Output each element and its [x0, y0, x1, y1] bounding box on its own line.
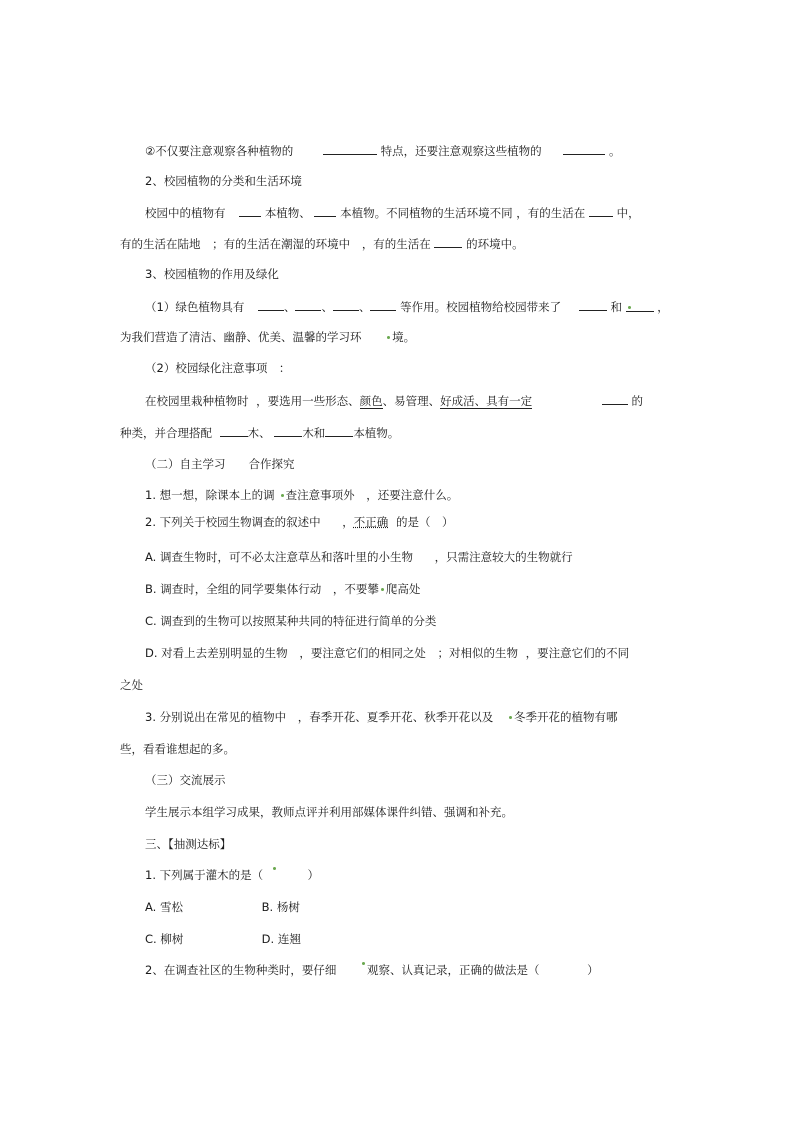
test-question-1: 1. 下列属于灌木的是（ ） — [145, 868, 319, 882]
blank — [579, 298, 607, 311]
heading-exchange: （三）交流展示 — [145, 773, 226, 787]
option-b: B. 调查时，全组的同学要集体行动 ，不要攀 爬高处 — [145, 582, 421, 596]
blank — [314, 204, 336, 217]
question-2-stem: 2. 下列关于校园生物调查的叙述中 ，不正确 的是（ ） — [145, 515, 454, 529]
blank — [589, 204, 613, 217]
green-dot-icon — [387, 336, 390, 339]
question-3-continued: 些，看看谁想起的多。 — [120, 742, 235, 756]
green-dot-icon — [381, 588, 384, 591]
blank — [434, 235, 462, 248]
green-dot-icon — [273, 867, 276, 870]
blank — [563, 142, 605, 155]
blank — [333, 298, 359, 311]
heading-greening-notes: （2）校园绿化注意事项 ： — [145, 361, 291, 375]
line-plants-have: 校园中的植物有 本植物、 本植物。不同植物的生活环境不同 ，有的生活在 中， — [145, 206, 640, 220]
blank — [239, 204, 261, 217]
option-d: D. 对看上去差别明显的生物 ，要注意它们的相同之处 ；对相似的生物 ，要注意它们的不同 — [145, 646, 630, 660]
line-observe-traits: ②不仅要注意观察各种植物的 特点，还要注意观察这些植物的 。 — [145, 144, 621, 158]
question-3: 3. 分别说出在常见的植物中 ，春季开花、夏季开花、秋季开花以及 冬季开花的植物有哪 — [145, 710, 618, 724]
heading-function-greening: 3、校园植物的作用及绿化 — [145, 267, 279, 281]
blank — [258, 298, 284, 311]
test-q1-options-ab: A. 雪松 B. 杨树 — [145, 900, 300, 914]
green-dot-icon — [628, 306, 631, 309]
blank — [295, 298, 321, 311]
option-d-continued: 之处 — [120, 678, 143, 692]
line-live-on-land: 有的生活在陆地 ；有的生活在潮湿的环境中 ，有的生活在 的环境中。 — [120, 237, 524, 251]
blank — [602, 392, 628, 405]
blank — [325, 424, 353, 437]
line-students-present: 学生展示本组学习成果，教师点评并利用部媒体课件纠错、强调和补充。 — [145, 805, 513, 819]
blank — [274, 424, 302, 437]
line-planting-selection: 在校园里栽种植物时 ，要选用一些形态、颜色、易管理、好成活、具有一定 的 — [145, 394, 643, 408]
test-q1-options-cd: C. 柳树 D. 连翘 — [145, 932, 301, 946]
blank — [220, 424, 248, 437]
line-learning-environment: 为我们营造了清洁、幽静、优美、温馨的学习环 境。 — [120, 330, 416, 344]
blank — [370, 298, 396, 311]
heading-classification: 2、校园植物的分类和生活环境 — [145, 174, 302, 188]
heading-test: 三、【抽测达标】 — [145, 837, 232, 851]
blank — [323, 142, 377, 155]
line-species-arrangement: 种类，并合理搭配 木、 木和 本植物。 — [120, 426, 400, 440]
green-dot-icon — [362, 962, 365, 965]
heading-self-study: （二）自主学习 合作探究 — [145, 457, 295, 471]
question-think: 1. 想一想，除课本上的调 查注意事项外 ，还要注意什么。 — [145, 488, 459, 502]
line-green-plants-functions: （1）绿色植物具有 、 、 、 等作用。校园植物给校园带来了 和 ， — [145, 300, 669, 314]
green-dot-icon — [281, 494, 284, 497]
test-question-2: 2、在调查社区的生物种类时，要仔细 观察、认真记录，正确的做法是（ ） — [145, 963, 599, 977]
green-dot-icon — [509, 716, 512, 719]
option-c: C. 调查到的生物可以按照某种共同的特征进行简单的分类 — [145, 614, 437, 628]
option-a: A. 调查生物时，可不必太注意草丛和落叶里的小生物 ，只需注意较大的生物就行 — [145, 550, 573, 564]
blank — [626, 299, 654, 312]
